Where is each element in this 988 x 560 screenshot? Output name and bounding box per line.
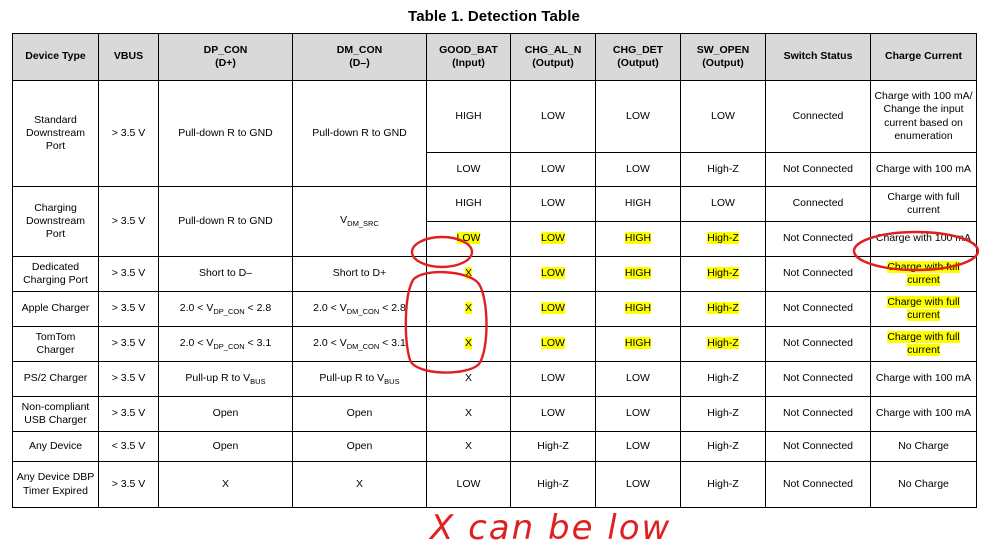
col-device-type-l1: Device Type <box>25 50 86 63</box>
cell-sw-open <box>681 327 766 362</box>
col-switch-status <box>766 34 871 81</box>
col-chg-det <box>596 34 681 81</box>
table-row <box>13 432 977 462</box>
col-dm-con-l2: (D–) <box>349 57 370 69</box>
cell-good-bat: LOW <box>427 462 511 508</box>
cell-good-bat: HIGH <box>427 81 511 153</box>
cell-sw-open-text: High-Z <box>707 337 739 350</box>
cell-sw-open-text: High-Z <box>707 267 739 280</box>
cell-device-type: Any Device <box>13 432 99 462</box>
cell-sw-open-text: High-Z <box>707 302 739 315</box>
col-switch-status-l1: Switch Status <box>783 50 853 63</box>
cell-chg-al-n <box>511 222 596 257</box>
cell-vbus: < 3.5 V <box>99 432 159 462</box>
cell-vbus: > 3.5 V <box>99 81 159 187</box>
cell-switch-status: Not Connected <box>766 153 871 187</box>
table-row <box>13 257 977 292</box>
cell-vbus: > 3.5 V <box>99 362 159 397</box>
cell-chg-al-n: High-Z <box>511 432 596 462</box>
cell-chg-al-n <box>511 292 596 327</box>
cell-dp-con: Short to D– <box>159 257 293 292</box>
cell-sw-open <box>681 222 766 257</box>
col-chg-al-n <box>511 34 596 81</box>
cell-charge-current: Charge with 100 mA <box>871 222 977 257</box>
cell-charge-current: Charge with 100 mA/ Change the input current based on enumeration <box>871 81 977 153</box>
cell-charge-current: Charge with 100 mA <box>871 153 977 187</box>
cell-good-bat: LOW <box>427 153 511 187</box>
cell-charge-current-text: Charge with full current <box>887 295 960 321</box>
cell-dp-con: $2.0 < V_{DP\_CON} < 3.1$ <box>159 327 293 362</box>
cell-vbus: > 3.5 V <box>99 397 159 432</box>
cell-dm-con: Open <box>293 397 427 432</box>
cell-good-bat: X <box>427 362 511 397</box>
cell-chg-det: HIGH <box>596 187 681 222</box>
cell-switch-status: Not Connected <box>766 257 871 292</box>
cell-charge-current: Charge with 100 mA <box>871 397 977 432</box>
cell-switch-status: Connected <box>766 81 871 153</box>
cell-chg-det: LOW <box>596 362 681 397</box>
cell-dm-con: $2.0 < V_{DM\_CON} < 2.8$ <box>293 292 427 327</box>
cell-charge-current: Charge with full current <box>871 187 977 222</box>
cell-dm-con: Open <box>293 432 427 462</box>
cell-charge-current: Charge with 100 mA <box>871 362 977 397</box>
cell-device-type: Non-compliant USB Charger <box>13 397 99 432</box>
cell-vbus: > 3.5 V <box>99 462 159 508</box>
detection-table-container <box>12 33 976 508</box>
cell-dp-con-sub: BUS <box>250 376 266 386</box>
cell-chg-det: LOW <box>596 81 681 153</box>
col-device-type <box>13 34 99 81</box>
cell-switch-status: Not Connected <box>766 397 871 432</box>
cell-good-bat-text: LOW <box>456 232 481 245</box>
cell-vbus: > 3.5 V <box>99 292 159 327</box>
col-sw-open-l1: SW_OPEN <box>696 43 750 56</box>
col-dp-con <box>159 34 293 81</box>
col-dp-con-l1: DP_CON <box>203 43 248 56</box>
cell-good-bat <box>427 292 511 327</box>
col-chg-al-n-l2: (Output) <box>532 57 574 69</box>
cell-good-bat: X <box>427 397 511 432</box>
detection-table <box>12 33 977 508</box>
col-charge-current <box>871 34 977 81</box>
cell-device-type: Any Device DBP Timer Expired <box>13 462 99 508</box>
cell-good-bat-text: X <box>464 337 472 350</box>
col-chg-det-l1: CHG_DET <box>612 43 664 56</box>
cell-dp-con: Pull-down R to GND <box>159 187 293 257</box>
cell-chg-al-n: LOW <box>511 362 596 397</box>
cell-sw-open <box>681 292 766 327</box>
cell-switch-status: Not Connected <box>766 222 871 257</box>
handwritten-note: X can be low <box>430 508 672 548</box>
cell-chg-al-n: LOW <box>511 153 596 187</box>
cell-chg-det: LOW <box>596 397 681 432</box>
table-row <box>13 462 977 508</box>
cell-charge-current <box>871 292 977 327</box>
cell-sw-open-text: High-Z <box>707 232 739 245</box>
cell-switch-status: Not Connected <box>766 292 871 327</box>
cell-chg-det-text: HIGH <box>624 232 652 245</box>
cell-chg-det: LOW <box>596 432 681 462</box>
table-row <box>13 187 977 222</box>
cell-sw-open: High-Z <box>681 362 766 397</box>
cell-charge-current <box>871 327 977 362</box>
cell-switch-status: Connected <box>766 187 871 222</box>
cell-chg-det-text: HIGH <box>624 302 652 315</box>
cell-charge-current-text: Charge with full current <box>887 330 960 356</box>
cell-dp-con: Open <box>159 397 293 432</box>
cell-dm-con-sub: BUS <box>384 376 400 386</box>
cell-chg-al-n-text: LOW <box>541 337 565 350</box>
cell-dp-con: Open <box>159 432 293 462</box>
col-sw-open <box>681 34 766 81</box>
cell-dm-con-sub: DM_SRC <box>347 219 379 229</box>
cell-chg-det <box>596 327 681 362</box>
cell-device-type: PS/2 Charger <box>13 362 99 397</box>
cell-vbus: > 3.5 V <box>99 257 159 292</box>
cell-chg-det-text: HIGH <box>624 267 652 280</box>
cell-device-type: Standard Downstream Port <box>13 81 99 187</box>
cell-vbus: > 3.5 V <box>99 327 159 362</box>
col-dp-con-l2: (D+) <box>215 57 236 69</box>
cell-chg-al-n <box>511 257 596 292</box>
cell-chg-det: LOW <box>596 153 681 187</box>
cell-switch-status: Not Connected <box>766 432 871 462</box>
cell-chg-al-n <box>511 327 596 362</box>
cell-chg-al-n: LOW <box>511 81 596 153</box>
cell-dp-con-sub: DP_CON <box>213 306 245 316</box>
cell-chg-det: LOW <box>596 462 681 508</box>
cell-chg-det <box>596 257 681 292</box>
table-row <box>13 362 977 397</box>
cell-sw-open: High-Z <box>681 397 766 432</box>
cell-dp-con: Pull-down R to GND <box>159 81 293 187</box>
cell-dp-con-sub: DP_CON <box>213 341 245 351</box>
cell-dm-con: X <box>293 462 427 508</box>
table-row <box>13 327 977 362</box>
col-vbus <box>99 34 159 81</box>
table-row <box>13 81 977 153</box>
cell-dp-con: Pull-up R to $V_{BUS}$ <box>159 362 293 397</box>
cell-switch-status: Not Connected <box>766 362 871 397</box>
page-title: Table 1. Detection Table <box>408 8 580 25</box>
cell-device-type: Apple Charger <box>13 292 99 327</box>
col-good-bat-l1: GOOD_BAT <box>439 43 498 56</box>
cell-sw-open: High-Z <box>681 432 766 462</box>
table-header-row <box>13 34 977 81</box>
cell-chg-al-n-text: LOW <box>541 302 565 315</box>
cell-charge-current <box>871 257 977 292</box>
cell-chg-det-text: HIGH <box>624 337 652 350</box>
table-row <box>13 397 977 432</box>
table-row <box>13 292 977 327</box>
cell-dm-con: Pull-up R to $V_{BUS}$ <box>293 362 427 397</box>
cell-charge-current: No Charge <box>871 462 977 508</box>
cell-dm-con: $V_{DM\_SRC}$ <box>293 187 427 257</box>
cell-chg-det <box>596 292 681 327</box>
cell-device-type: Dedicated Charging Port <box>13 257 99 292</box>
col-dm-con-l1: DM_CON <box>336 43 383 56</box>
col-dm-con <box>293 34 427 81</box>
col-chg-det-l2: (Output) <box>617 57 659 69</box>
cell-sw-open: High-Z <box>681 462 766 508</box>
col-sw-open-l2: (Output) <box>702 57 744 69</box>
col-chg-al-n-l1: CHG_AL_N <box>524 43 582 56</box>
cell-charge-current-text: Charge with full current <box>887 260 960 286</box>
cell-chg-al-n: LOW <box>511 397 596 432</box>
cell-dp-con: $2.0 < V_{DP\_CON} < 2.8$ <box>159 292 293 327</box>
cell-good-bat-text: X <box>464 302 472 315</box>
cell-good-bat: HIGH <box>427 187 511 222</box>
cell-dp-con: X <box>159 462 293 508</box>
cell-device-type: Charging Downstream Port <box>13 187 99 257</box>
cell-good-bat: X <box>427 432 511 462</box>
col-charge-current-l1: Charge Current <box>884 50 962 63</box>
cell-chg-det <box>596 222 681 257</box>
col-good-bat <box>427 34 511 81</box>
cell-chg-al-n-text: LOW <box>541 232 565 245</box>
cell-sw-open: High-Z <box>681 153 766 187</box>
cell-good-bat <box>427 222 511 257</box>
cell-dm-con-sub: DM_CON <box>346 306 380 316</box>
cell-switch-status: Not Connected <box>766 327 871 362</box>
cell-sw-open <box>681 257 766 292</box>
cell-dm-con: $2.0 < V_{DM\_CON} < 3.1$ <box>293 327 427 362</box>
cell-good-bat <box>427 327 511 362</box>
col-good-bat-l2: (Input) <box>452 57 485 69</box>
cell-device-type: TomTom Charger <box>13 327 99 362</box>
cell-sw-open: LOW <box>681 187 766 222</box>
cell-charge-current: No Charge <box>871 432 977 462</box>
cell-dm-con: Short to D+ <box>293 257 427 292</box>
cell-good-bat-text: X <box>464 267 472 280</box>
cell-good-bat <box>427 257 511 292</box>
cell-dm-con-sub: DM_CON <box>346 341 380 351</box>
cell-chg-al-n: LOW <box>511 187 596 222</box>
cell-chg-al-n-text: LOW <box>541 267 565 280</box>
cell-sw-open: LOW <box>681 81 766 153</box>
cell-dm-con: Pull-down R to GND <box>293 81 427 187</box>
cell-vbus: > 3.5 V <box>99 187 159 257</box>
col-vbus-l1: VBUS <box>113 50 144 63</box>
cell-switch-status: Not Connected <box>766 462 871 508</box>
cell-chg-al-n: High-Z <box>511 462 596 508</box>
